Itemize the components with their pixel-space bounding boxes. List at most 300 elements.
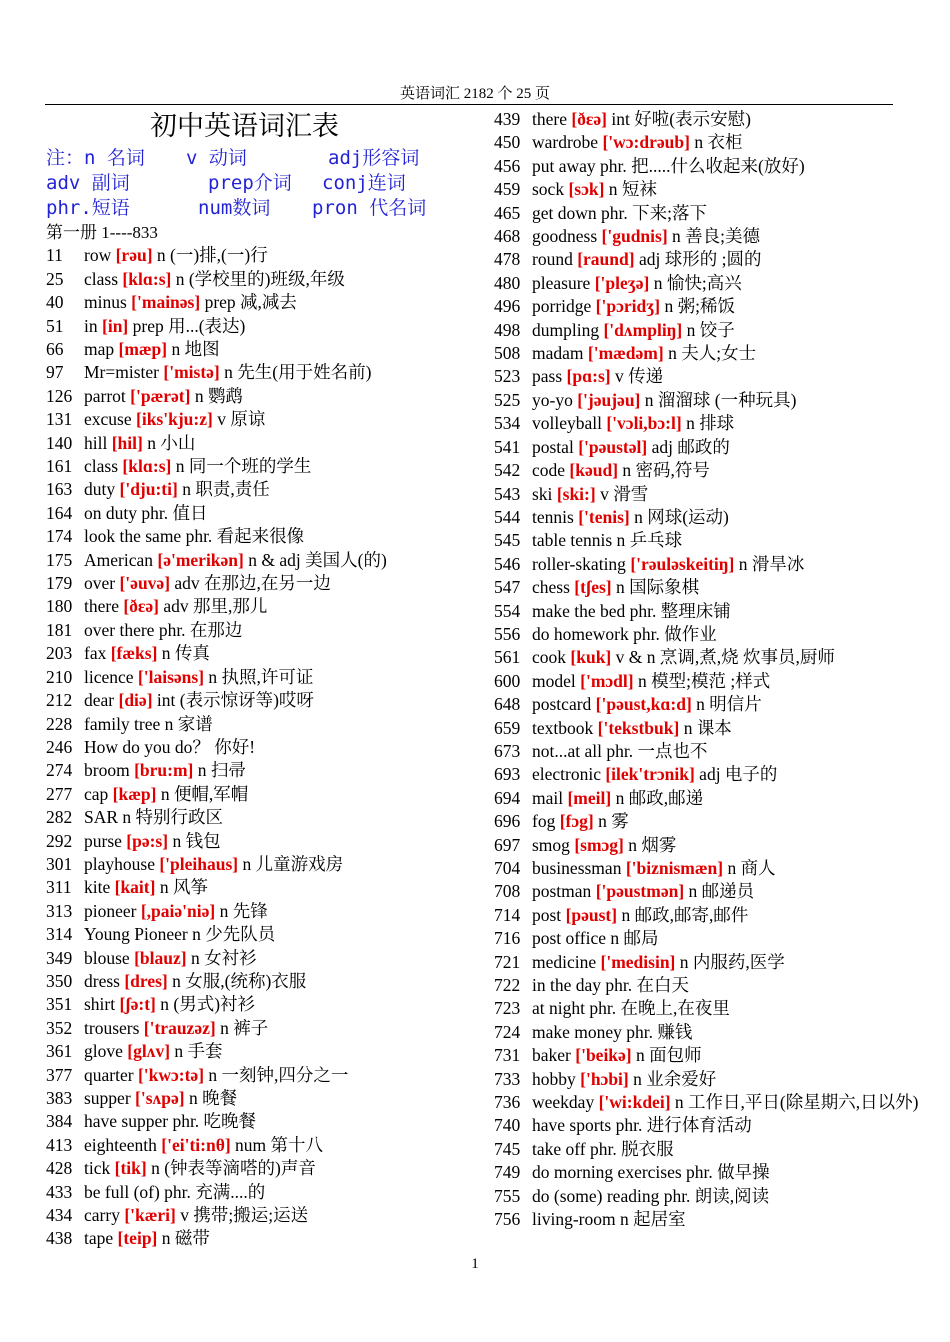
entry-phonetic: ['pɔridʒ]	[595, 296, 661, 317]
entry-definition: v 携带;搬运;运送	[180, 1205, 309, 1226]
entry-word: map	[84, 339, 115, 360]
entry-number: 246	[46, 736, 73, 757]
entry-definition: prep 用...(表达)	[132, 315, 246, 336]
entry-phonetic: ['pleʒə]	[594, 272, 650, 293]
vocab-entry	[46, 1064, 476, 1087]
legend-line-2	[46, 171, 476, 196]
vocab-entry	[494, 178, 904, 201]
entry-word: hobby	[532, 1068, 576, 1089]
entry-number: 740	[494, 1115, 521, 1136]
vocab-entry	[494, 1138, 904, 1161]
entry-word: pioneer	[84, 900, 137, 921]
entry-number: 181	[46, 619, 73, 640]
entry-word: parrot	[84, 385, 126, 406]
entry-definition: n 工作日,平日(除星期六,日以外)	[674, 1092, 919, 1113]
vocab-entry	[46, 595, 476, 618]
entry-definition: n 善良;美德	[672, 226, 761, 247]
entry-word: blouse	[84, 947, 130, 968]
legend-adj: adj形容词	[328, 147, 420, 169]
vocab-entry	[494, 436, 904, 459]
entry-definition: n 内服药,医学	[679, 951, 785, 972]
entry-definition: n 邮政,邮递	[615, 787, 704, 808]
vocab-entry	[46, 830, 476, 853]
entry-number: 277	[46, 783, 73, 804]
entry-phonetic: ['pəustəl]	[578, 436, 648, 457]
entry-word: family tree n 家谱	[84, 713, 213, 734]
entry-number: 716	[494, 928, 521, 949]
entry-number: 179	[46, 573, 73, 594]
entry-definition: v & n 烹调,煮,烧 炊事员,厨师	[615, 647, 835, 668]
entry-number: 723	[494, 998, 521, 1019]
entry-word: duty	[84, 479, 116, 500]
right-column	[494, 108, 919, 1232]
entry-word: put away phr. 把.....什么收起来(放好)	[532, 155, 805, 176]
legend-phr: phr.短语	[46, 197, 130, 219]
entry-definition: n 晚餐	[188, 1088, 238, 1109]
entry-number: 164	[46, 502, 73, 523]
entry-number: 361	[46, 1041, 73, 1062]
book-range: 第一册 1----833	[46, 223, 158, 242]
vocab-entry	[46, 1134, 476, 1157]
entry-word: madam	[532, 343, 584, 364]
entry-word: in the day phr. 在白天	[532, 975, 689, 996]
entry-number: 543	[494, 483, 521, 504]
entry-phonetic: ['mainəs]	[131, 292, 201, 313]
entry-definition: n 地图	[171, 339, 220, 360]
entry-definition: n 业余爱好	[633, 1068, 717, 1089]
entry-number: 693	[494, 764, 521, 785]
entry-number: 313	[46, 900, 73, 921]
entry-phonetic: ['ei'ti:nθ]	[161, 1134, 231, 1155]
entry-number: 556	[494, 623, 521, 644]
entry-number: 755	[494, 1185, 521, 1206]
entry-definition: n 鹦鹉	[194, 385, 243, 406]
vocab-entry	[46, 923, 476, 946]
entry-word: medicine	[532, 951, 597, 972]
entry-phonetic: ['beikə]	[575, 1045, 632, 1066]
entry-word: yo-yo	[532, 389, 573, 410]
entry-phonetic: ['pəust,kɑ:d]	[595, 694, 692, 715]
entry-number: 126	[46, 385, 73, 406]
entry-phonetic: ['sʌpə]	[135, 1088, 185, 1109]
entry-word: fog	[532, 811, 556, 832]
entry-phonetic: ['medisin]	[600, 951, 676, 972]
entry-word: dear	[84, 690, 115, 711]
entry-number: 498	[494, 319, 521, 340]
vocab-entry	[46, 619, 476, 642]
entry-word: tennis	[532, 506, 574, 527]
entry-definition: v 传递	[614, 366, 664, 387]
entry-number: 174	[46, 526, 73, 547]
vocab-entry	[494, 880, 904, 903]
entry-phonetic: ['jəujəu]	[577, 389, 641, 410]
entry-word: porridge	[532, 296, 592, 317]
entry-word: wardrobe	[532, 132, 599, 153]
entry-phonetic: ['biznismæn]	[625, 858, 724, 878]
entry-word: playhouse	[84, 853, 155, 874]
vocab-entry	[46, 666, 476, 689]
entry-number: 51	[46, 315, 64, 336]
entry-number: 97	[46, 362, 64, 383]
entry-phonetic: [smɔg]	[574, 834, 624, 855]
entry-word: How do you do？ 你好!	[84, 736, 256, 757]
vocab-entry	[46, 853, 476, 876]
entry-definition: n 钱包	[172, 830, 221, 851]
entry-number: 163	[46, 479, 73, 500]
entry-word: get down phr. 下来;落下	[532, 202, 707, 223]
entry-definition: n 手套	[174, 1041, 223, 1062]
entry-phonetic: ['kwɔ:tə]	[137, 1064, 205, 1085]
vocab-entry	[494, 1068, 904, 1091]
vocab-entry	[494, 342, 904, 365]
entry-word: businessman	[532, 858, 622, 878]
entry-phonetic: [hil]	[111, 432, 143, 453]
entry-word: postman	[532, 881, 592, 902]
entry-number: 384	[46, 1111, 73, 1132]
entry-word: there	[532, 109, 567, 129]
entry-phonetic: [tʃes]	[574, 577, 612, 598]
entry-phonetic: [dres]	[124, 970, 168, 991]
entry-word: pleasure	[532, 272, 591, 293]
entry-word: trousers	[84, 1017, 140, 1038]
entry-phonetic: ['laisəns]	[137, 666, 205, 687]
entry-number: 478	[494, 249, 521, 270]
vocab-entry	[46, 1017, 476, 1040]
entry-number: 351	[46, 994, 73, 1015]
entry-word: roller-skating	[532, 553, 626, 574]
vocab-entry	[46, 315, 476, 338]
entry-number: 749	[494, 1162, 521, 1183]
entry-phonetic: [ðɛə]	[123, 596, 160, 617]
entry-word: dress	[84, 970, 120, 991]
vocab-entry	[494, 1091, 919, 1114]
entry-phonetic: [iks'kju:z]	[136, 409, 213, 430]
entry-word: smog	[532, 834, 570, 855]
vocab-entry	[46, 291, 476, 314]
vocab-entry	[494, 904, 904, 927]
vocab-entry	[46, 993, 476, 1016]
entry-word: baker	[532, 1045, 571, 1066]
entry-definition: n 风筝	[159, 877, 208, 898]
entry-word: quarter	[84, 1064, 134, 1085]
entry-definition: n 明信片	[696, 694, 762, 715]
entry-phonetic: ['gudnis]	[601, 226, 668, 247]
entry-phonetic: [pə:s]	[126, 830, 169, 851]
vocab-entry	[494, 623, 904, 646]
vocab-entry	[46, 1181, 476, 1204]
entry-number: 523	[494, 366, 521, 387]
entry-number: 714	[494, 904, 521, 925]
entry-number: 433	[46, 1181, 73, 1202]
entry-phonetic: ['dju:ti]	[119, 479, 178, 500]
vocab-entry	[46, 876, 476, 899]
entry-definition: n 执照,许可证	[208, 666, 314, 687]
entry-word: shirt	[84, 994, 116, 1015]
entry-word: do homework phr. 做作业	[532, 623, 717, 644]
entry-number: 736	[494, 1092, 521, 1113]
entry-definition: int (表示惊讶等)哎呀	[156, 690, 314, 711]
entry-word: tick	[84, 1158, 111, 1179]
vocab-entry	[46, 525, 476, 548]
entry-number: 600	[494, 670, 521, 691]
entry-definition: n 邮政,邮寄,邮件	[621, 904, 749, 925]
entry-number: 546	[494, 553, 521, 574]
vocab-entry	[46, 549, 476, 572]
entry-number: 301	[46, 853, 73, 874]
entry-word: have sports phr. 进行体育活动	[532, 1115, 752, 1136]
vocab-entry	[494, 389, 904, 412]
entry-phonetic: ['hɔbi]	[580, 1068, 629, 1089]
entry-definition: n & adj 美国人(的)	[248, 549, 387, 570]
entry-definition: n (男式)衬衫	[160, 994, 256, 1015]
vocab-entry	[494, 857, 904, 880]
entry-number: 210	[46, 666, 73, 687]
vocab-entry	[494, 997, 904, 1020]
vocab-entry	[46, 759, 476, 782]
entry-number: 480	[494, 272, 521, 293]
entry-phonetic: [klɑ:s]	[122, 456, 172, 477]
entry-phonetic: [diə]	[118, 690, 153, 711]
entry-word: be full (of) phr. 充满....的	[84, 1181, 266, 1202]
entry-definition: n 网球(运动)	[634, 506, 729, 527]
entry-word: electronic	[532, 764, 601, 785]
vocab-entry	[494, 1161, 904, 1184]
entry-number: 377	[46, 1064, 73, 1085]
entry-number: 745	[494, 1138, 521, 1159]
entry-number: 274	[46, 760, 73, 781]
entry-phonetic: ['wɔ:drəub]	[602, 132, 690, 153]
entry-definition: n 邮递员	[688, 881, 755, 902]
entry-word: weekday	[532, 1092, 595, 1113]
entry-number: 542	[494, 460, 521, 481]
entry-number: 508	[494, 343, 521, 364]
vocab-entry	[46, 1110, 476, 1133]
entry-definition: n 便帽,军帽	[160, 783, 249, 804]
legend-prep: prep介词	[208, 172, 292, 194]
entry-phonetic: ['mɔdl]	[580, 670, 634, 691]
vocab-entry	[46, 783, 476, 806]
vocab-entry	[46, 1087, 476, 1110]
entry-word: dumpling	[532, 319, 600, 340]
entry-word: hill	[84, 432, 108, 453]
entry-phonetic: ['trauzəz]	[143, 1017, 216, 1038]
entry-number: 428	[46, 1158, 73, 1179]
entry-definition: n 滑旱冰	[738, 553, 805, 574]
entry-word: post office n 邮局	[532, 928, 659, 949]
entry-phonetic: [teip]	[117, 1228, 158, 1249]
entry-word: pass	[532, 366, 563, 387]
vocab-entry	[46, 1204, 476, 1227]
vocab-entry	[494, 225, 904, 248]
entry-definition: n 先锋	[219, 900, 268, 921]
vocab-entry	[46, 970, 476, 993]
entry-phonetic: ['tekstbuk]	[597, 717, 680, 738]
entry-word: round	[532, 249, 573, 270]
entry-word: Mr=mister	[84, 362, 159, 383]
vocab-entry	[494, 951, 904, 974]
entry-definition: n 扫帚	[197, 760, 246, 781]
entry-phonetic: [pəust]	[565, 904, 618, 925]
entry-word: living-room n 起居室	[532, 1209, 686, 1230]
entry-number: 314	[46, 924, 73, 945]
entry-number: 659	[494, 717, 521, 738]
entry-number: 697	[494, 834, 521, 855]
vocab-entry	[494, 108, 904, 131]
entry-phonetic: [rəu]	[115, 245, 153, 266]
entry-number: 140	[46, 432, 73, 453]
entry-word: at night phr. 在晚上,在夜里	[532, 998, 730, 1019]
entry-word: on duty phr. 值日	[84, 502, 208, 523]
entry-number: 525	[494, 389, 521, 410]
entry-word: excuse	[84, 409, 132, 430]
entry-definition: adj 邮政的	[651, 436, 730, 457]
entry-number: 544	[494, 506, 521, 527]
entry-number: 468	[494, 226, 521, 247]
entry-phonetic: [ski:]	[556, 483, 596, 504]
entry-number: 212	[46, 690, 73, 711]
entry-phonetic: [ilek'trɔnik]	[605, 764, 695, 785]
legend-conj: conj连词	[322, 172, 406, 194]
entry-number: 708	[494, 881, 521, 902]
entry-definition: n 磁带	[161, 1228, 210, 1249]
entry-number: 731	[494, 1045, 521, 1066]
entry-definition: n (钟表等滴嗒的)声音	[151, 1158, 316, 1179]
vocab-entry	[494, 1114, 904, 1137]
entry-number: 561	[494, 647, 521, 668]
entry-phonetic: [mæp]	[118, 339, 168, 360]
entry-definition: n 儿童游戏房	[242, 853, 344, 874]
right-vocab-list	[494, 108, 919, 1232]
entry-word: chess	[532, 577, 570, 598]
entry-phonetic: [kait]	[114, 877, 156, 898]
entry-phonetic: ['əuvə]	[119, 573, 171, 594]
entry-word: fax	[84, 643, 107, 664]
vocab-entry	[494, 319, 904, 342]
vocab-entry	[494, 1021, 904, 1044]
entry-definition: n 同一个班的学生	[175, 456, 312, 477]
legend-num: num数词	[198, 197, 271, 219]
entry-word: SAR n 特别行政区	[84, 807, 224, 828]
entry-word: post	[532, 904, 562, 925]
entry-number: 349	[46, 947, 73, 968]
vocab-entry	[494, 483, 904, 506]
entry-definition: n (一)排,(一)行	[156, 245, 268, 266]
entry-number: 696	[494, 811, 521, 832]
entry-phonetic: [ə'merikən]	[157, 549, 244, 570]
vocab-entry	[46, 385, 476, 408]
vocab-entry	[46, 900, 476, 923]
header-rule	[45, 104, 893, 105]
entry-number: 434	[46, 1205, 73, 1226]
entry-word: Young Pioneer n 少先队员	[84, 924, 276, 945]
entry-word: over	[84, 573, 116, 594]
entry-number: 722	[494, 975, 521, 996]
entry-word: there	[84, 596, 119, 617]
entry-definition: n 粥;稀饭	[664, 296, 735, 317]
vocab-entry	[46, 1040, 476, 1063]
legend-line-3	[46, 196, 476, 221]
entry-definition: int 好啦(表示安慰)	[611, 109, 751, 129]
entry-definition: n 面包师	[636, 1045, 702, 1066]
entry-phonetic: [kəud]	[569, 460, 619, 481]
entry-phonetic: [ʃə:t]	[119, 994, 156, 1015]
vocab-entry	[494, 202, 904, 225]
entry-word: do (some) reading phr. 朗读,阅读	[532, 1185, 770, 1206]
entry-phonetic: ['pærət]	[130, 385, 191, 406]
entry-number: 673	[494, 740, 521, 761]
entry-definition: n 愉快;高兴	[653, 272, 742, 293]
entry-number: 352	[46, 1017, 73, 1038]
vocab-entry	[46, 361, 476, 384]
entry-phonetic: [tik]	[114, 1158, 147, 1179]
legend-pron: pron 代名词	[312, 197, 427, 219]
vocab-entry	[494, 717, 904, 740]
vocab-entry	[46, 244, 476, 267]
entry-word: purse	[84, 830, 122, 851]
entry-definition: n 排球	[686, 413, 735, 434]
vocab-entry	[494, 810, 904, 833]
entry-word: make the bed phr. 整理床铺	[532, 600, 731, 621]
entry-number: 694	[494, 787, 521, 808]
entry-word: cap	[84, 783, 109, 804]
vocab-entry	[494, 763, 904, 786]
entry-phonetic: [kuk]	[570, 647, 612, 668]
vocab-entry	[46, 572, 476, 595]
entry-number: 311	[46, 877, 72, 898]
vocab-entry	[46, 736, 476, 759]
vocab-entry	[46, 338, 476, 361]
vocab-entry	[46, 268, 476, 291]
vocab-entry	[494, 974, 904, 997]
entry-word: tape	[84, 1228, 114, 1249]
entry-word: take off phr. 脱衣服	[532, 1138, 674, 1159]
entry-definition: v 滑雪	[600, 483, 649, 504]
vocab-entry	[494, 412, 904, 435]
vocab-entry	[494, 927, 904, 950]
vocab-entry	[46, 1157, 476, 1180]
vocab-entry	[494, 506, 904, 529]
entry-number: 733	[494, 1068, 521, 1089]
entry-phonetic: [blauz]	[134, 947, 187, 968]
entry-number: 439	[494, 109, 521, 129]
entry-definition: num 第十八	[235, 1134, 324, 1155]
entry-number: 724	[494, 1021, 521, 1042]
entry-definition: n 夫人;女士	[668, 343, 757, 364]
page-number: 1	[471, 1256, 479, 1272]
entry-definition: n 模型;模范 ;样式	[637, 670, 771, 691]
entry-number: 40	[46, 292, 64, 313]
vocab-entry	[494, 787, 904, 810]
entry-number: 350	[46, 970, 73, 991]
legend-verb: v 动词	[186, 147, 247, 169]
legend-noun: 注：n 名词	[46, 147, 145, 169]
page-title: 初中英语词汇表	[150, 111, 339, 142]
entry-number: 383	[46, 1088, 73, 1109]
entry-number: 11	[46, 245, 63, 266]
entry-definition: adv 那里,那儿	[163, 596, 268, 617]
entry-definition: v 原谅	[217, 409, 266, 430]
vocab-entry	[46, 947, 476, 970]
entry-definition: n 小山	[147, 432, 196, 453]
entry-phonetic: ['tenis]	[578, 506, 630, 527]
entry-number: 547	[494, 577, 521, 598]
entry-word: not...at all phr. 一点也不	[532, 740, 708, 761]
vocab-entry	[494, 1044, 904, 1067]
entry-phonetic: [fɔg]	[559, 811, 594, 832]
entry-definition: n 传真	[161, 643, 210, 664]
entry-number: 465	[494, 202, 521, 223]
entry-number: 228	[46, 713, 73, 734]
